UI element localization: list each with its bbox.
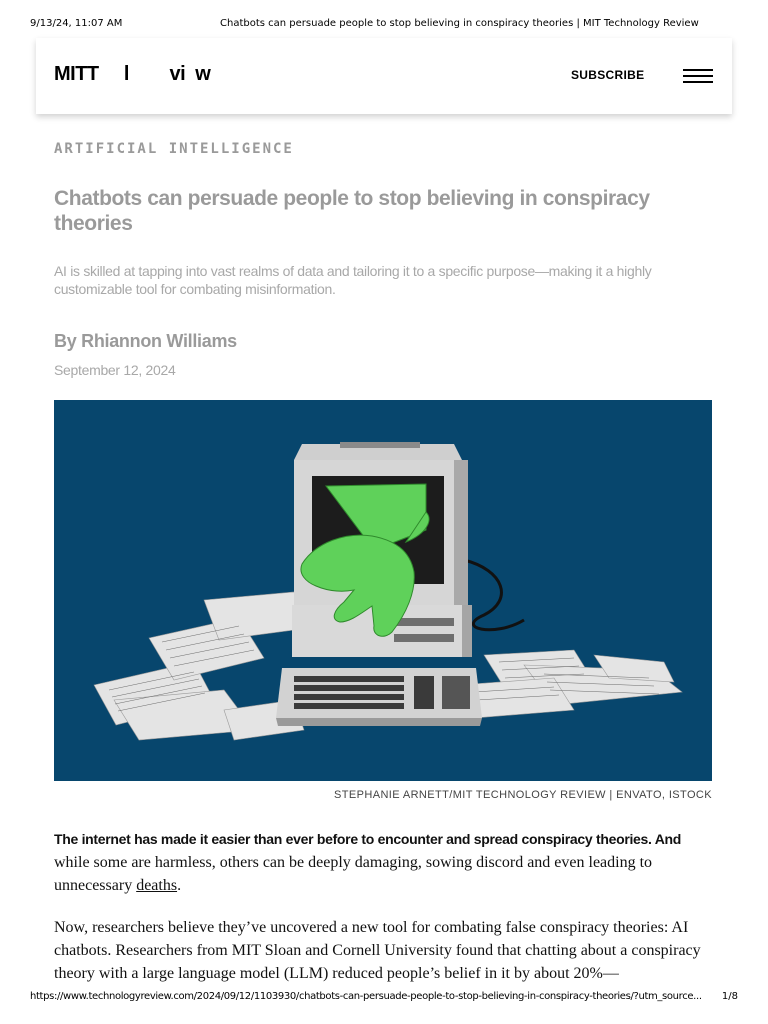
- article-dek: AI is skilled at tapping into vast realms of data and tailoring it to a specific purpose—making it a highly customizable tool for combating misinformation.: [54, 263, 652, 297]
- author-link[interactable]: Rhiannon Williams: [81, 331, 237, 351]
- byline-prefix: By: [54, 331, 82, 351]
- paragraph-end: .: [177, 877, 182, 894]
- article-paragraph-2: Now, researchers believe they’ve uncovered a new tool for combating false conspiracy theories: AI chatbots. Researchers from MIT Sloan and Cornell University found that chatting about a conspiracy theory with a large language model (LLM) reduced people’s belief in it by about 20%—: [54, 919, 701, 982]
- article-headline: Chatbots can persuade people to stop believing in conspiracy theories: [54, 187, 650, 235]
- print-page-title: Chatbots can persuade people to stop believing in conspiracy theories | MIT Technology Review: [220, 18, 699, 29]
- print-footer: [30, 991, 738, 1005]
- topic-label[interactable]: ARTIFICIAL INTELLIGENCE: [54, 141, 294, 157]
- image-credit: STEPHANIE ARNETT/MIT TECHNOLOGY REVIEW | ENVATO, ISTOCK: [334, 789, 712, 801]
- hamburger-icon[interactable]: [683, 69, 713, 83]
- paragraph-lead: The internet has made it easier than ever before to encounter and spread conspiracy theories. And: [54, 831, 682, 847]
- print-header: [30, 18, 738, 34]
- article-paragraph-1: [54, 828, 714, 897]
- print-page-number: 1/8: [721, 991, 738, 1002]
- publish-date: September 12, 2024: [54, 362, 176, 378]
- byline: [54, 331, 237, 352]
- subscribe-button[interactable]: SUBSCRIBE: [571, 68, 645, 82]
- keyboard: [276, 668, 482, 726]
- site-header: [36, 38, 732, 114]
- deaths-link[interactable]: deaths: [136, 877, 178, 894]
- site-logo[interactable]: MITT l vi w: [54, 63, 211, 85]
- print-url: https://www.technologyreview.com/2024/09/12/1103930/chatbots-can-persuade-people-to-stop-believing-in-conspiracy-theories/?utm_source...: [30, 991, 702, 1002]
- print-datetime: 9/13/24, 11:07 AM: [30, 18, 123, 29]
- paragraph-text: while some are harmless, others can be deeply damaging, sowing discord and even leading to unnecessary: [54, 854, 653, 894]
- hero-image: [54, 400, 712, 781]
